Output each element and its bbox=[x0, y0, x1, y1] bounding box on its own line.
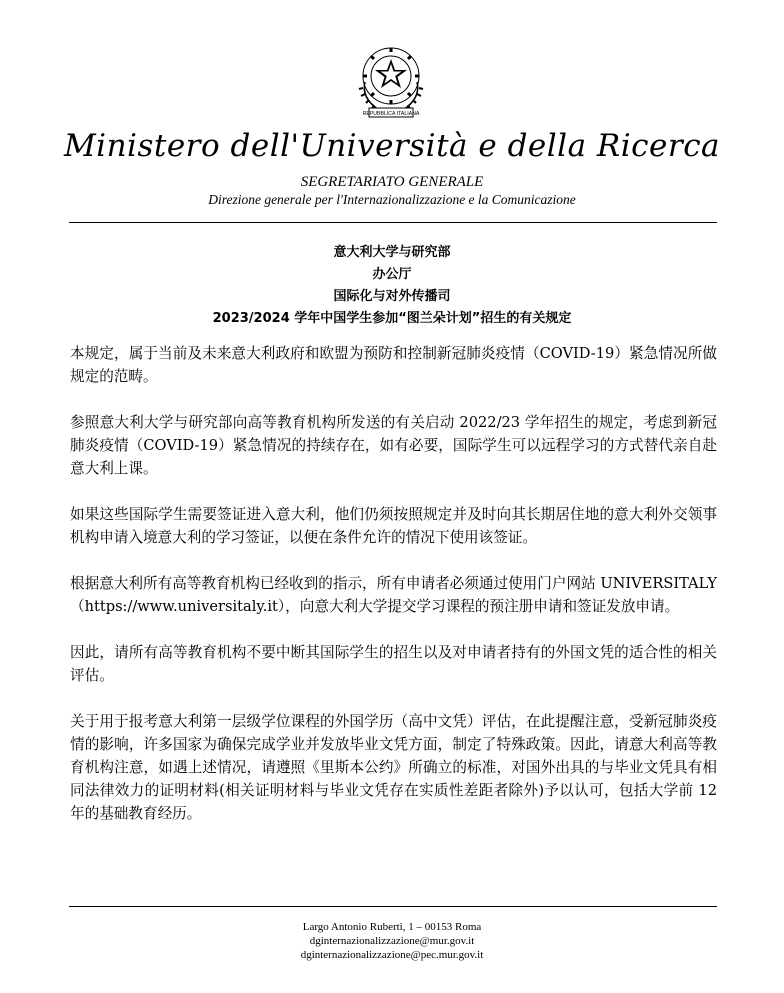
footer bbox=[0, 920, 784, 962]
heading-ministry: 意大利大学与研究部 bbox=[333, 245, 451, 260]
paragraph: 如果这些国际学生需要签证进入意大利，他们仍须按照规定并及时向其长期居住地的意大利外交领事机构申请入境意大利的学习签证，以便在条件允许的情况下使用该签证。 bbox=[70, 506, 717, 546]
italian-republic-emblem-icon bbox=[355, 42, 427, 120]
document-body bbox=[70, 342, 717, 848]
footer-pec-email[interactable]: dginternazionalizzazione@pec.mur.gov.it bbox=[300, 949, 484, 961]
paragraph: 根据意大利所有高等教育机构已经收到的指示，所有申请者必须通过使用门户网站 UNIVERSITALY（https://www.universitaly.it），向意大利大学提交学习课程的预注册申请和签证发放申请。 bbox=[70, 575, 717, 615]
secretariat-label: SEGRETARIATO GENERALE bbox=[300, 174, 484, 190]
paragraph: 关于用于报考意大利第一层级学位课程的外国学历（高中文凭）评估，在此提醒注意，受新冠肺炎疫情的影响，许多国家为确保完成学业并发放毕业文凭方面，制定了特殊政策。因此，请意大利高等教育机构注意，如遇上述情况，请遵照《里斯本公约》所确立的标准，对国外出具的与毕业文凭具有相同法律效力的证明材料(相关证明材料与毕业文凭存在实质性差距者除外)予以认可，包括大学前 12 年的基础教育经历。 bbox=[70, 713, 717, 822]
footer-email[interactable]: dginternazionalizzazione@mur.gov.it bbox=[309, 935, 475, 947]
ministry-title: Ministero dell'Università e della Ricerca bbox=[63, 128, 721, 164]
paragraph: 因此，请所有高等教育机构不要中断其国际学生的招生以及对申请者持有的外国文凭的适合性的相关评估。 bbox=[70, 644, 717, 684]
document-heading bbox=[0, 242, 784, 330]
footer-address: Largo Antonio Ruberti, 1 – 00153 Roma bbox=[302, 921, 482, 933]
header-divider bbox=[69, 222, 717, 223]
heading-department: 国际化与对外传播司 bbox=[333, 289, 451, 304]
directorate-label: Direzione generale per l'Internazionalizzazione e la Comunicazione bbox=[208, 192, 576, 207]
paragraph: 参照意大利大学与研究部向高等教育机构所发送的有关启动 2022/23 学年招生的规定，考虑到新冠肺炎疫情（COVID-19）紧急情况的持续存在，如有必要，国际学生可以远程学习的方式替代亲自赴意大利上课。 bbox=[70, 414, 717, 477]
heading-title: 2023/2024 学年中国学生参加“图兰朵计划”招生的有关规定 bbox=[212, 311, 572, 326]
paragraph: 本规定，属于当前及未来意大利政府和欧盟为预防和控制新冠肺炎疫情（COVID-19）紧急情况所做规定的范畴。 bbox=[70, 345, 717, 385]
footer-divider bbox=[69, 906, 717, 907]
emblem-ribbon-text: REPUBBLICA ITALIANA bbox=[362, 111, 420, 117]
heading-office: 办公厅 bbox=[372, 267, 412, 282]
